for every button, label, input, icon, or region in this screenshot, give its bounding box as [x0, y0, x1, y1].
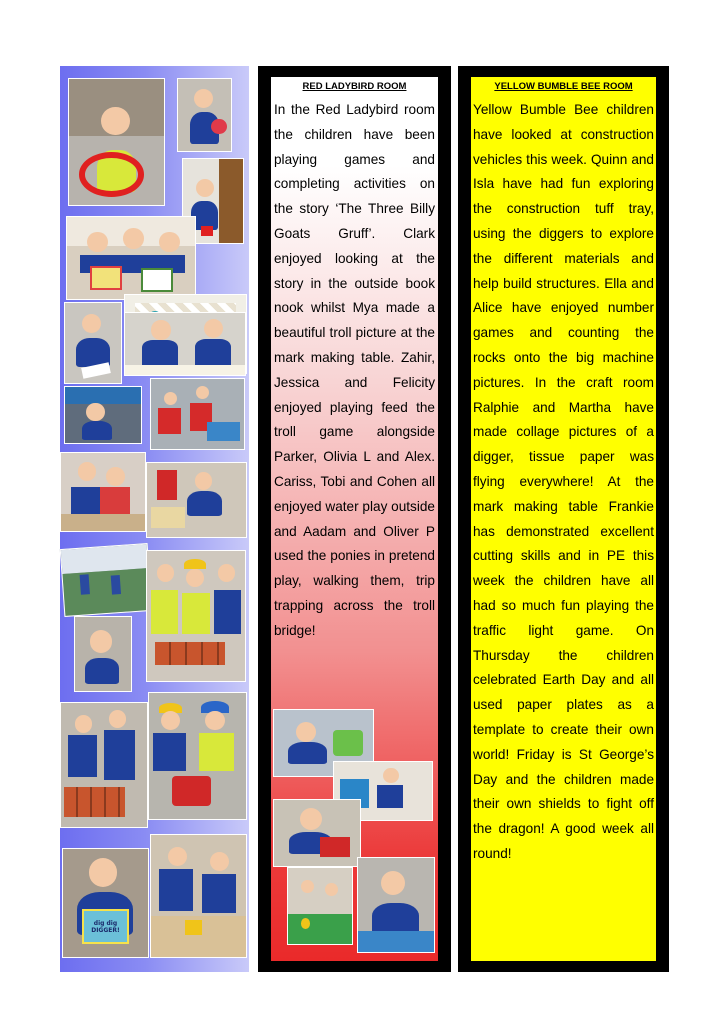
photo-child-drawing — [64, 302, 122, 384]
red-room-photos — [271, 709, 438, 969]
photo-child-ride-on-toy — [68, 78, 165, 206]
book-cover-title: dig dig DIGGER! — [91, 919, 120, 934]
photo-outdoor-ponies — [60, 543, 153, 617]
photo-child-at-water-tray — [64, 386, 142, 444]
yellow-room-title: YELLOW BUMBLE BEE ROOM — [494, 81, 633, 92]
yellow-panel-content — [471, 77, 656, 961]
photo-construction-play — [148, 692, 247, 820]
red-panel-content — [271, 77, 438, 961]
photo-children-tuff-tray — [150, 834, 247, 958]
book-cover — [82, 909, 130, 944]
photo-children-hard-hats — [146, 550, 246, 682]
photo-child-laughing — [74, 616, 132, 692]
photo-children-at-table — [66, 216, 196, 300]
photo-child-water-tray — [357, 857, 435, 953]
photo-children-board-game — [124, 312, 246, 376]
photo-children-craft-table — [287, 867, 353, 945]
yellow-bumble-bee-room-panel — [458, 66, 669, 972]
photo-child-collage — [146, 462, 247, 538]
photo-children-water-play — [150, 378, 245, 450]
red-room-title: RED LADYBIRD ROOM — [302, 81, 407, 92]
red-room-text: In the Red Ladybird room the children have been playing games and completing activities on the story ‘The Three Billy Goats Gruff’. Clark enjoyed looking at the story in the outside book nook whilst Mya made a beautiful troll picture at the mark making table. Zahir, Jessica and Felicity enjoyed playing feed the troll game alongside Parker, Olivia L and Alex. Cariss, Tobi and Cohen all enjoyed water play outside and Aadam and Oliver P used the ponies in pretend play, walking them, trip trapping across the troll bridge! — [274, 102, 435, 638]
photo-child-with-book — [62, 848, 149, 958]
yellow-room-text: Yellow Bumble Bee children have looked at construction vehicles this week. Quinn and Isla have had fun exploring the construction tuff tray, using the diggers to explore the different materials and help build structures. Ella and Alice have enjoyed number games and counting the rocks onto the big machine pictures. In the craft room Ralphie and Martha have made collage pictures of a digger, tissue paper was flying everywhere! At the mark making table Frankie has demonstrated excellent cutting skills and in PE this week the children have all had so much fun playing the traffic light game. On Thursday the children celebrated Earth Day and all used paper plates as a template to create their own world! Friday is St George’s Day and the children made their own shields to fight off the dragon! A good week all round! — [473, 102, 654, 861]
photo-troll-picture — [273, 799, 361, 867]
photo-child-craft — [60, 452, 146, 532]
photo-children-bricks — [60, 702, 148, 828]
red-ladybird-room-panel — [258, 66, 451, 972]
photo-collage-column — [60, 66, 249, 972]
photo-child-with-ball — [177, 78, 232, 152]
